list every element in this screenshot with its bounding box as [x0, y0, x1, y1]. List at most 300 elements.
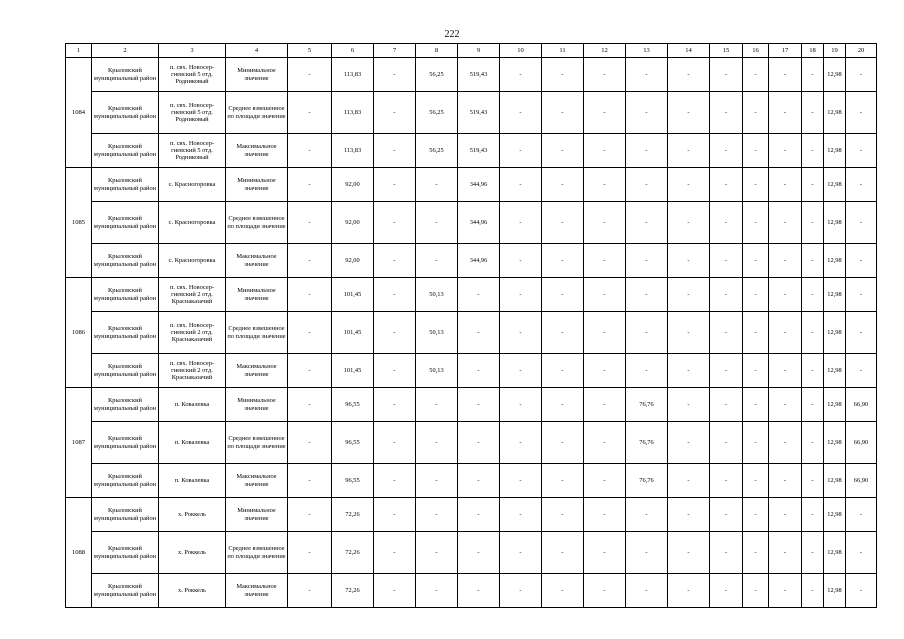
table-cell-col-7: - — [374, 278, 416, 312]
table-cell-col-15: - — [710, 92, 743, 134]
column-header-14: 14 — [668, 44, 710, 58]
table-cell-col-15: - — [710, 278, 743, 312]
table-cell-col-8: - — [416, 244, 458, 278]
table-cell-col-7: - — [374, 202, 416, 244]
table-cell-col-10: - — [500, 388, 542, 422]
column-header-18: 18 — [802, 44, 824, 58]
table-cell-col-19: 12,98 — [824, 498, 846, 532]
table-cell-col-12: - — [584, 312, 626, 354]
table-cell-col-20: - — [846, 532, 877, 574]
table-cell-col-19: 12,98 — [824, 574, 846, 608]
table-cell-col-20: - — [846, 134, 877, 168]
table-cell-col-3: п. свх. Новосер-гиевский 2 отд. Краснаказачий — [159, 312, 226, 354]
table-cell-col-6: 96,55 — [332, 388, 374, 422]
table-cell-col-12: - — [584, 532, 626, 574]
column-header-1: 1 — [66, 44, 92, 58]
table-cell-col-7: - — [374, 312, 416, 354]
table-cell-col-14: - — [668, 574, 710, 608]
table-cell-col-20: 66,90 — [846, 388, 877, 422]
table-cell-col-17: - — [769, 168, 802, 202]
table-cell-col-2: Крыловский муниципальный район — [92, 312, 159, 354]
table-cell-col-4: Минимальное значение — [226, 388, 288, 422]
table-row — [66, 312, 877, 354]
table-cell-col-8: 56,25 — [416, 134, 458, 168]
table-cell-col-9: 344,96 — [458, 202, 500, 244]
table-cell-col-14: - — [668, 202, 710, 244]
table-cell-col-5: - — [288, 574, 332, 608]
table-cell-col-11: - — [542, 574, 584, 608]
table-cell-col-17: - — [769, 464, 802, 498]
table-cell-col-18: - — [802, 464, 824, 498]
table-cell-col-2: Крыловский муниципальный район — [92, 388, 159, 422]
table-cell-col-2: Крыловский муниципальный район — [92, 574, 159, 608]
column-header-9: 9 — [458, 44, 500, 58]
table-cell-col-17: - — [769, 532, 802, 574]
table-cell-col-5: - — [288, 168, 332, 202]
table-cell-col-11: - — [542, 498, 584, 532]
table-row — [66, 532, 877, 574]
table-cell-col-12: - — [584, 244, 626, 278]
table-cell-col-12: - — [584, 388, 626, 422]
table-cell-col-5: - — [288, 422, 332, 464]
table-cell-col-7: - — [374, 422, 416, 464]
table-cell-col-3: х. Роккель — [159, 532, 226, 574]
table-cell-col-20: - — [846, 58, 877, 92]
table-cell-col-11: - — [542, 278, 584, 312]
table-cell-col-17: - — [769, 422, 802, 464]
table-cell-col-12: - — [584, 168, 626, 202]
column-header-19: 19 — [824, 44, 846, 58]
column-header-2: 2 — [92, 44, 159, 58]
table-cell-col-5: - — [288, 464, 332, 498]
table-cell-col-17: - — [769, 202, 802, 244]
table-cell-col-7: - — [374, 58, 416, 92]
table-cell-col-16: - — [743, 422, 769, 464]
table-cell-col-20: - — [846, 312, 877, 354]
table-cell-col-13: - — [626, 278, 668, 312]
table-cell-col-8: - — [416, 202, 458, 244]
table-cell-col-15: - — [710, 388, 743, 422]
table-cell-col-4: Максимальное значение — [226, 134, 288, 168]
table-cell-col-19: 12,98 — [824, 92, 846, 134]
table-cell-col-15: - — [710, 532, 743, 574]
table-cell-col-12: - — [584, 422, 626, 464]
table-cell-col-14: - — [668, 278, 710, 312]
table-cell-col-19: 12,98 — [824, 134, 846, 168]
table-cell-col-2: Крыловский муниципальный район — [92, 244, 159, 278]
table-cell-col-9: - — [458, 464, 500, 498]
table-cell-col-2: Крыловский муниципальный район — [92, 532, 159, 574]
table-cell-col-15: - — [710, 202, 743, 244]
table-cell-col-20: - — [846, 278, 877, 312]
column-header-17: 17 — [769, 44, 802, 58]
table-cell-col-20: - — [846, 498, 877, 532]
table-cell-col-16: - — [743, 58, 769, 92]
table-cell-col-10: - — [500, 134, 542, 168]
table-cell-col-6: 113,83 — [332, 134, 374, 168]
table-cell-col-17: - — [769, 92, 802, 134]
table-cell-col-2: Крыловский муниципальный район — [92, 168, 159, 202]
table-cell-col-16: - — [743, 168, 769, 202]
table-cell-col-17: - — [769, 574, 802, 608]
table-cell-col-16: - — [743, 312, 769, 354]
table-cell-col-13: - — [626, 574, 668, 608]
table-cell-col-16: - — [743, 202, 769, 244]
table-cell-col-5: - — [288, 134, 332, 168]
table-cell-col-13: - — [626, 202, 668, 244]
table-cell-col-11: - — [542, 92, 584, 134]
table-cell-col-10: - — [500, 278, 542, 312]
column-header-15: 15 — [710, 44, 743, 58]
table-cell-col-15: - — [710, 574, 743, 608]
table-cell-col-11: - — [542, 464, 584, 498]
table-cell-col-3: п. свх. Новосер-гиевский 5 отд. Родниковый — [159, 92, 226, 134]
table-cell-col-10: - — [500, 574, 542, 608]
row-group-code: 1087 — [66, 388, 92, 498]
table-cell-col-7: - — [374, 92, 416, 134]
table-cell-col-18: - — [802, 134, 824, 168]
table-cell-col-10: - — [500, 168, 542, 202]
table-cell-col-16: - — [743, 464, 769, 498]
table-cell-col-16: - — [743, 134, 769, 168]
table-cell-col-20: - — [846, 574, 877, 608]
table-cell-col-11: - — [542, 388, 584, 422]
table-cell-col-2: Крыловский муниципальный район — [92, 58, 159, 92]
table-cell-col-18: - — [802, 532, 824, 574]
row-group-code: 1086 — [66, 278, 92, 388]
table-cell-col-15: - — [710, 168, 743, 202]
table-row — [66, 202, 877, 244]
table-cell-col-15: - — [710, 134, 743, 168]
table-cell-col-14: - — [668, 92, 710, 134]
table-cell-col-14: - — [668, 532, 710, 574]
table-cell-col-14: - — [668, 312, 710, 354]
table-cell-col-7: - — [374, 244, 416, 278]
table-cell-col-6: 113,83 — [332, 92, 374, 134]
table-cell-col-13: - — [626, 58, 668, 92]
table-cell-col-16: - — [743, 574, 769, 608]
table-cell-col-5: - — [288, 312, 332, 354]
table-cell-col-6: 96,55 — [332, 464, 374, 498]
table-cell-col-15: - — [710, 498, 743, 532]
table-cell-col-4: Максимальное значение — [226, 464, 288, 498]
table-cell-col-20: 66,90 — [846, 464, 877, 498]
table-cell-col-19: 12,98 — [824, 58, 846, 92]
table-cell-col-8: 50,13 — [416, 354, 458, 388]
table-cell-col-11: - — [542, 532, 584, 574]
column-header-13: 13 — [626, 44, 668, 58]
table-cell-col-17: - — [769, 58, 802, 92]
table-cell-col-9: 519,43 — [458, 92, 500, 134]
table-cell-col-13: - — [626, 244, 668, 278]
table-row — [66, 464, 877, 498]
table-cell-col-3: п. свх. Новосер-гиевский 5 отд. Родниковый — [159, 58, 226, 92]
table-cell-col-8: - — [416, 574, 458, 608]
column-header-5: 5 — [288, 44, 332, 58]
table-cell-col-18: - — [802, 202, 824, 244]
column-header-12: 12 — [584, 44, 626, 58]
table-cell-col-7: - — [374, 464, 416, 498]
table-row — [66, 244, 877, 278]
table-cell-col-11: - — [542, 422, 584, 464]
table-cell-col-11: - — [542, 202, 584, 244]
table-cell-col-10: - — [500, 92, 542, 134]
table-cell-col-12: - — [584, 92, 626, 134]
table-cell-col-18: - — [802, 278, 824, 312]
table-cell-col-20: - — [846, 202, 877, 244]
table-cell-col-19: 12,98 — [824, 244, 846, 278]
table-cell-col-6: 101,45 — [332, 354, 374, 388]
table-cell-col-15: - — [710, 58, 743, 92]
table-cell-col-8: 56,25 — [416, 92, 458, 134]
table-cell-col-12: - — [584, 278, 626, 312]
table-cell-col-7: - — [374, 168, 416, 202]
table-cell-col-15: - — [710, 244, 743, 278]
table-cell-col-16: - — [743, 278, 769, 312]
table-cell-col-13: - — [626, 532, 668, 574]
table-cell-col-6: 101,45 — [332, 312, 374, 354]
table-cell-col-16: - — [743, 354, 769, 388]
table-cell-col-7: - — [374, 388, 416, 422]
table-cell-col-3: п. свх. Новосер-гиевский 2 отд. Краснаказачий — [159, 278, 226, 312]
table-cell-col-18: - — [802, 58, 824, 92]
table-cell-col-17: - — [769, 388, 802, 422]
table-cell-col-20: - — [846, 354, 877, 388]
table-cell-col-4: Минимальное значение — [226, 498, 288, 532]
table-cell-col-2: Крыловский муниципальный район — [92, 422, 159, 464]
table-cell-col-14: - — [668, 422, 710, 464]
table-cell-col-4: Среднее взвешенное по площади значение — [226, 312, 288, 354]
table-cell-col-20: 66,90 — [846, 422, 877, 464]
table-cell-col-3: с. Красногоровка — [159, 244, 226, 278]
table-cell-col-3: с. Красногоровка — [159, 168, 226, 202]
table-cell-col-8: - — [416, 498, 458, 532]
table-cell-col-3: х. Роккель — [159, 574, 226, 608]
table-cell-col-6: 72,26 — [332, 532, 374, 574]
table-cell-col-6: 113,83 — [332, 58, 374, 92]
table-cell-col-14: - — [668, 134, 710, 168]
table-cell-col-10: - — [500, 202, 542, 244]
table-cell-col-8: - — [416, 422, 458, 464]
table-cell-col-13: 76,76 — [626, 422, 668, 464]
row-group-code: 1084 — [66, 58, 92, 168]
table-cell-col-11: - — [542, 354, 584, 388]
table-cell-col-20: - — [846, 244, 877, 278]
table-cell-col-18: - — [802, 354, 824, 388]
table-row — [66, 354, 877, 388]
column-header-8: 8 — [416, 44, 458, 58]
table-cell-col-12: - — [584, 464, 626, 498]
table-cell-col-20: - — [846, 168, 877, 202]
table-cell-col-14: - — [668, 388, 710, 422]
table-cell-col-5: - — [288, 244, 332, 278]
table-cell-col-5: - — [288, 278, 332, 312]
table-cell-col-12: - — [584, 498, 626, 532]
table-cell-col-13: - — [626, 134, 668, 168]
data-table — [65, 43, 877, 608]
table-cell-col-18: - — [802, 498, 824, 532]
table-cell-col-19: 12,98 — [824, 354, 846, 388]
table-cell-col-8: 56,25 — [416, 58, 458, 92]
table-cell-col-10: - — [500, 498, 542, 532]
table-cell-col-18: - — [802, 312, 824, 354]
table-cell-col-4: Минимальное значение — [226, 58, 288, 92]
table-row — [66, 134, 877, 168]
table-cell-col-16: - — [743, 388, 769, 422]
table-cell-col-4: Среднее взвешенное по площади значение — [226, 532, 288, 574]
table-cell-col-5: - — [288, 58, 332, 92]
column-header-16: 16 — [743, 44, 769, 58]
table-cell-col-17: - — [769, 354, 802, 388]
table-cell-col-9: 519,43 — [458, 134, 500, 168]
table-cell-col-12: - — [584, 574, 626, 608]
table-cell-col-6: 72,26 — [332, 574, 374, 608]
table-cell-col-4: Минимальное значение — [226, 278, 288, 312]
table-cell-col-18: - — [802, 574, 824, 608]
table-cell-col-11: - — [542, 244, 584, 278]
table-cell-col-11: - — [542, 134, 584, 168]
table-cell-col-2: Крыловский муниципальный район — [92, 498, 159, 532]
table-cell-col-17: - — [769, 244, 802, 278]
table-cell-col-3: п. Ковалевка — [159, 422, 226, 464]
table-cell-col-9: - — [458, 422, 500, 464]
table-cell-col-18: - — [802, 244, 824, 278]
table-cell-col-11: - — [542, 168, 584, 202]
table-row — [66, 58, 877, 92]
table-cell-col-10: - — [500, 422, 542, 464]
table-cell-col-9: 344,96 — [458, 244, 500, 278]
table-cell-col-6: 92,00 — [332, 244, 374, 278]
table-cell-col-7: - — [374, 498, 416, 532]
table-cell-col-13: 76,76 — [626, 388, 668, 422]
table-cell-col-11: - — [542, 58, 584, 92]
row-group-code: 1085 — [66, 168, 92, 278]
table-cell-col-19: 12,98 — [824, 532, 846, 574]
table-cell-col-12: - — [584, 354, 626, 388]
table-cell-col-14: - — [668, 464, 710, 498]
table-cell-col-9: - — [458, 354, 500, 388]
table-cell-col-5: - — [288, 202, 332, 244]
table-row — [66, 92, 877, 134]
table-cell-col-5: - — [288, 92, 332, 134]
table-cell-col-4: Минимальное значение — [226, 168, 288, 202]
table-cell-col-4: Среднее взвешенное по площади значение — [226, 422, 288, 464]
table-cell-col-12: - — [584, 58, 626, 92]
table-cell-col-10: - — [500, 312, 542, 354]
table-row — [66, 574, 877, 608]
table-cell-col-12: - — [584, 202, 626, 244]
table-cell-col-3: с. Красногоровка — [159, 202, 226, 244]
table-cell-col-17: - — [769, 134, 802, 168]
table-cell-col-9: - — [458, 312, 500, 354]
table-cell-col-5: - — [288, 498, 332, 532]
column-header-3: 3 — [159, 44, 226, 58]
table-cell-col-13: - — [626, 92, 668, 134]
table-cell-col-3: п. свх. Новосер-гиевский 2 отд. Краснаказачий — [159, 354, 226, 388]
table-cell-col-15: - — [710, 464, 743, 498]
table-cell-col-18: - — [802, 422, 824, 464]
table-cell-col-3: п. Ковалевка — [159, 388, 226, 422]
table-cell-col-7: - — [374, 134, 416, 168]
table-cell-col-8: - — [416, 168, 458, 202]
table-cell-col-17: - — [769, 278, 802, 312]
table-cell-col-10: - — [500, 532, 542, 574]
table-cell-col-6: 72,26 — [332, 498, 374, 532]
table-cell-col-5: - — [288, 532, 332, 574]
table-cell-col-8: 50,13 — [416, 312, 458, 354]
table-cell-col-14: - — [668, 498, 710, 532]
table-cell-col-3: п. Ковалевка — [159, 464, 226, 498]
table-cell-col-8: 50,13 — [416, 278, 458, 312]
table-cell-col-2: Крыловский муниципальный район — [92, 464, 159, 498]
table-cell-col-9: - — [458, 388, 500, 422]
table-cell-col-18: - — [802, 92, 824, 134]
row-group-code: 1088 — [66, 498, 92, 608]
table-cell-col-8: - — [416, 464, 458, 498]
table-cell-col-13: - — [626, 312, 668, 354]
table-cell-col-17: - — [769, 312, 802, 354]
table-row — [66, 278, 877, 312]
table-cell-col-4: Максимальное значение — [226, 574, 288, 608]
table-cell-col-8: - — [416, 388, 458, 422]
table-cell-col-9: - — [458, 498, 500, 532]
table-cell-col-18: - — [802, 388, 824, 422]
table-row — [66, 498, 877, 532]
column-header-7: 7 — [374, 44, 416, 58]
table-cell-col-3: х. Роккель — [159, 498, 226, 532]
table-cell-col-9: - — [458, 532, 500, 574]
table-cell-col-13: 76,76 — [626, 464, 668, 498]
table-cell-col-10: - — [500, 244, 542, 278]
table-cell-col-19: 12,98 — [824, 168, 846, 202]
table-cell-col-3: п. свх. Новосер-гиевский 5 отд. Родниковый — [159, 134, 226, 168]
table-row — [66, 388, 877, 422]
column-header-4: 4 — [226, 44, 288, 58]
table-cell-col-19: 12,98 — [824, 422, 846, 464]
table-cell-col-9: - — [458, 574, 500, 608]
table-cell-col-16: - — [743, 498, 769, 532]
table-cell-col-19: 12,98 — [824, 202, 846, 244]
table-cell-col-6: 96,55 — [332, 422, 374, 464]
table-cell-col-2: Крыловский муниципальный район — [92, 354, 159, 388]
table-cell-col-15: - — [710, 422, 743, 464]
table-cell-col-14: - — [668, 354, 710, 388]
table-cell-col-7: - — [374, 354, 416, 388]
table-cell-col-12: - — [584, 134, 626, 168]
table-cell-col-13: - — [626, 168, 668, 202]
header-row — [66, 44, 877, 58]
table-cell-col-14: - — [668, 244, 710, 278]
table-cell-col-4: Среднее взвешенное по площади значение — [226, 202, 288, 244]
table-cell-col-13: - — [626, 354, 668, 388]
column-header-11: 11 — [542, 44, 584, 58]
table-row — [66, 422, 877, 464]
table-cell-col-15: - — [710, 354, 743, 388]
table-cell-col-16: - — [743, 532, 769, 574]
table-cell-col-11: - — [542, 312, 584, 354]
table-cell-col-2: Крыловский муниципальный район — [92, 278, 159, 312]
table-cell-col-7: - — [374, 574, 416, 608]
table-cell-col-10: - — [500, 464, 542, 498]
table-cell-col-8: - — [416, 532, 458, 574]
table-cell-col-19: 12,98 — [824, 464, 846, 498]
column-header-20: 20 — [846, 44, 877, 58]
table-cell-col-19: 12,98 — [824, 312, 846, 354]
table-cell-col-18: - — [802, 168, 824, 202]
table-cell-col-17: - — [769, 498, 802, 532]
table-cell-col-10: - — [500, 58, 542, 92]
table-cell-col-5: - — [288, 354, 332, 388]
